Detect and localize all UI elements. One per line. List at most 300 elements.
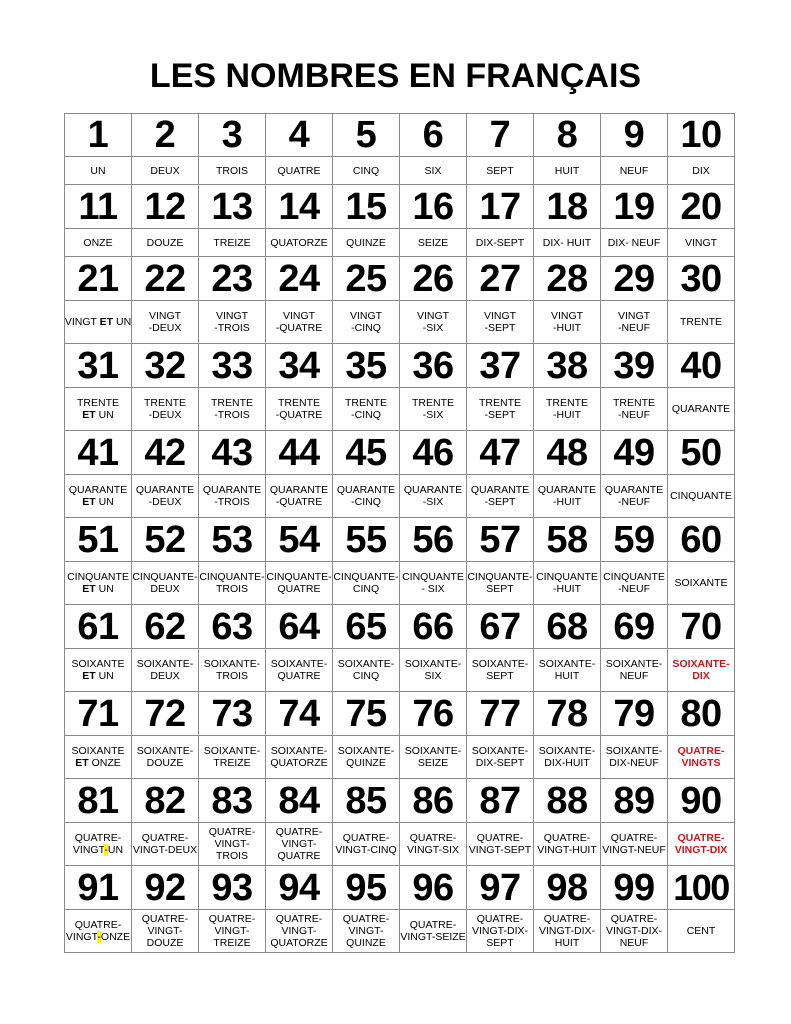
- highlighted-hyphen: -: [97, 931, 101, 943]
- word-text: QUATRE-: [476, 832, 524, 844]
- word-line: [353, 670, 379, 682]
- word-line: [147, 925, 182, 937]
- word-text: CINQ: [352, 583, 380, 595]
- word-text: QUATRE-: [476, 913, 524, 925]
- word-text: QUARANTE: [403, 484, 463, 496]
- word-line: [149, 322, 182, 334]
- word-line: [538, 484, 596, 496]
- word-line: [539, 925, 595, 937]
- word-cell: [199, 910, 266, 953]
- number-cell: 51: [65, 518, 132, 562]
- word-text: VINGT-SEIZE: [400, 931, 466, 943]
- word-text: CINQUANTE: [67, 571, 129, 583]
- word-cell: [534, 562, 601, 605]
- number-cell: 6: [400, 114, 467, 157]
- word-line: [618, 583, 650, 595]
- word-line: [553, 409, 581, 421]
- number-cell: 5: [333, 114, 400, 157]
- word-text: VINGT-DIX-: [605, 925, 662, 937]
- word-text: VINGT: [416, 310, 450, 322]
- word-text: -HUIT: [553, 322, 581, 334]
- word-line: [603, 571, 665, 583]
- number-cell: 49: [601, 431, 668, 475]
- word-line: [278, 670, 321, 682]
- word-cell: [132, 649, 199, 692]
- number-cell: 64: [266, 605, 333, 649]
- word-line: [278, 850, 321, 862]
- word-cell: [601, 388, 668, 431]
- word-line: [692, 165, 710, 177]
- word-line: [618, 322, 650, 334]
- word-cell: [534, 229, 601, 257]
- number-cell: 80: [668, 692, 735, 736]
- word-line: [685, 237, 717, 249]
- word-line: [620, 165, 649, 177]
- word-line: [75, 832, 121, 844]
- word-line: [333, 571, 398, 583]
- word-line: [350, 310, 382, 322]
- word-text: TRENTE: [412, 397, 454, 409]
- word-line: [555, 937, 580, 949]
- word-line: [149, 496, 182, 508]
- number-cell: 70: [668, 605, 735, 649]
- word-line: [608, 237, 661, 249]
- word-text: SOIXANTE: [71, 658, 125, 670]
- word-cell: [132, 157, 199, 185]
- number-row: [65, 344, 735, 388]
- number-cell: 15: [333, 185, 400, 229]
- number-cell: 31: [65, 344, 132, 388]
- word-line: [343, 832, 389, 844]
- word-text: DIX-HUIT: [544, 757, 590, 769]
- word-text: VINGT-: [214, 838, 250, 850]
- word-line: [266, 571, 331, 583]
- word-text: VINGT-: [147, 925, 183, 937]
- word-text: QUATRE-: [543, 913, 591, 925]
- word-line: [147, 237, 184, 249]
- number-row: [65, 431, 735, 475]
- word-line: [353, 583, 379, 595]
- word-text: VINGT-HUIT: [537, 844, 597, 856]
- word-line: [486, 165, 513, 177]
- word-cell: [65, 823, 132, 866]
- word-line: [477, 832, 523, 844]
- word-line: [69, 484, 127, 496]
- number-cell: 43: [199, 431, 266, 475]
- number-cell: 9: [601, 114, 668, 157]
- word-line: [147, 757, 184, 769]
- word-cell: [467, 910, 534, 953]
- word-cell: [65, 388, 132, 431]
- word-line: [147, 937, 184, 949]
- word-cell: [199, 388, 266, 431]
- word-cell: [333, 736, 400, 779]
- number-cell: 48: [534, 431, 601, 475]
- number-cell: 30: [668, 257, 735, 301]
- word-line: [150, 165, 179, 177]
- word-line: [674, 577, 727, 589]
- word-line: [544, 832, 590, 844]
- word-line: [672, 658, 729, 670]
- word-line: [539, 658, 596, 670]
- number-cell: 91: [65, 866, 132, 910]
- number-cell: 29: [601, 257, 668, 301]
- word-line: [71, 745, 124, 757]
- number-cell: 37: [467, 344, 534, 388]
- word-line: [213, 757, 250, 769]
- word-text: QUATRE-: [74, 919, 122, 931]
- word-cell: [199, 649, 266, 692]
- word-text: CINQUANTE-: [266, 571, 332, 583]
- word-cell: [400, 475, 467, 518]
- word-cell: [400, 736, 467, 779]
- word-text: NEUF: [619, 164, 649, 177]
- word-line: [353, 165, 379, 177]
- word-text: VINGT: [483, 310, 517, 322]
- word-text: SIX: [424, 164, 442, 177]
- word-line: [486, 583, 513, 595]
- number-cell: 7: [467, 114, 534, 157]
- word-cell: [132, 229, 199, 257]
- word-text: QUATRE-: [677, 832, 725, 844]
- word-line: [472, 658, 529, 670]
- word-line: [423, 496, 443, 508]
- word-text: QUATRE: [277, 850, 321, 862]
- word-line: [351, 496, 381, 508]
- word-line: [216, 310, 248, 322]
- word-cell: [266, 910, 333, 953]
- number-cell: 20: [668, 185, 735, 229]
- number-cell: 75: [333, 692, 400, 736]
- word-text: SEIZE: [417, 757, 449, 769]
- word-cell: [601, 562, 668, 605]
- word-text: QUATRE-: [409, 919, 457, 931]
- word-text: SEPT: [486, 583, 514, 595]
- word-line: [281, 838, 316, 850]
- word-text: VINGT-DEUX: [132, 844, 198, 856]
- word-text: -CINQ: [351, 409, 381, 421]
- word-text: VINGT: [617, 310, 651, 322]
- word-row: [65, 649, 735, 692]
- word-cell: [65, 649, 132, 692]
- word-line: [149, 409, 182, 421]
- word-text: TRENTE: [278, 397, 320, 409]
- number-row: [65, 114, 735, 157]
- word-text: SEIZE: [417, 236, 449, 249]
- word-line: [605, 484, 663, 496]
- word-cell: [266, 301, 333, 344]
- word-row: [65, 301, 735, 344]
- word-line: [417, 310, 449, 322]
- word-cell: [467, 562, 534, 605]
- number-row: [65, 257, 735, 301]
- number-cell: 12: [132, 185, 199, 229]
- word-line: [216, 850, 248, 862]
- word-text: TROIS: [215, 164, 249, 177]
- word-text: QUINZE: [346, 236, 386, 249]
- word-cell: [266, 649, 333, 692]
- word-text: VINGT: [65, 931, 98, 943]
- word-text: QUATRE-: [342, 913, 390, 925]
- word-line: [67, 571, 129, 583]
- word-text: QUATRE-: [610, 832, 658, 844]
- word-cell: [65, 562, 132, 605]
- word-text: QUATRE-: [208, 826, 256, 838]
- word-text: SOIXANTE-: [471, 745, 529, 757]
- word-line: [346, 757, 386, 769]
- word-line: [618, 409, 650, 421]
- number-cell: 53: [199, 518, 266, 562]
- word-line: [204, 745, 261, 757]
- number-cell: 62: [132, 605, 199, 649]
- word-text: QUARANTE: [671, 403, 731, 415]
- word-cell: [400, 388, 467, 431]
- word-cell: [668, 649, 735, 692]
- word-line: [338, 745, 395, 757]
- word-line: [82, 583, 114, 595]
- word-text: VINGT-DIX: [674, 844, 728, 856]
- word-text: NEUF: [619, 670, 649, 682]
- word-text: VINGT-: [281, 838, 317, 850]
- word-cell: [534, 388, 601, 431]
- word-cell: [199, 562, 266, 605]
- word-line: [421, 583, 444, 595]
- number-cell: 39: [601, 344, 668, 388]
- word-line: [412, 397, 454, 409]
- word-text: QUATRE: [277, 583, 321, 595]
- word-text: TRENTE: [211, 397, 253, 409]
- word-text: TROIS: [215, 583, 249, 595]
- word-line: [144, 397, 186, 409]
- word-text: VINGT: [282, 310, 316, 322]
- word-text: CINQ: [352, 164, 380, 177]
- word-line: [83, 237, 112, 249]
- word-text: -HUIT: [553, 409, 581, 421]
- word-line: [672, 403, 730, 415]
- word-text: VINGT-: [281, 925, 317, 937]
- word-text: VINGT-DIX-: [538, 925, 595, 937]
- highlighted-hyphen: -: [104, 844, 108, 856]
- word-line: [410, 919, 456, 931]
- word-text: -NEUF: [617, 496, 651, 508]
- word-text: NEUF: [619, 937, 649, 949]
- word-line: [485, 496, 516, 508]
- word-text: SOIXANTE-: [538, 745, 596, 757]
- word-text: -TROIS: [214, 496, 250, 508]
- number-cell: 40: [668, 344, 735, 388]
- word-text: ONZE: [88, 757, 121, 769]
- word-text: VINGTS: [681, 757, 721, 769]
- number-cell: 50: [668, 431, 735, 475]
- word-text: SOIXANTE-: [404, 745, 462, 757]
- word-line: [618, 310, 650, 322]
- word-line: [485, 322, 516, 334]
- word-line: [270, 484, 328, 496]
- word-text: QUARANTE: [537, 484, 597, 496]
- word-cell: [65, 910, 132, 953]
- word-text: UN: [107, 844, 124, 856]
- word-cell: [266, 475, 333, 518]
- word-line: [680, 316, 722, 328]
- number-cell: 47: [467, 431, 534, 475]
- word-cell: [400, 157, 467, 185]
- word-line: [82, 409, 114, 421]
- word-line: [276, 496, 322, 508]
- word-line: [276, 913, 322, 925]
- word-line: [613, 397, 655, 409]
- word-text: VINGT: [148, 310, 182, 322]
- word-text: DIX-SEPT: [475, 236, 525, 249]
- word-text: CINQUANTE-: [132, 571, 198, 583]
- word-text: -QUATRE: [275, 496, 323, 508]
- number-cell: 21: [65, 257, 132, 301]
- word-cell: [668, 301, 735, 344]
- number-cell: 44: [266, 431, 333, 475]
- word-cell: [400, 649, 467, 692]
- word-row: [65, 229, 735, 257]
- word-text: SOIXANTE-: [270, 745, 328, 757]
- word-text: QUATRE-: [409, 832, 457, 844]
- word-cell: [467, 229, 534, 257]
- number-cell: 99: [601, 866, 668, 910]
- word-cell: [467, 301, 534, 344]
- word-cell: [199, 301, 266, 344]
- number-cell: 23: [199, 257, 266, 301]
- word-line: [404, 484, 462, 496]
- word-line: [620, 937, 649, 949]
- word-text: -SEPT: [484, 322, 516, 334]
- number-cell: 27: [467, 257, 534, 301]
- number-row: [65, 518, 735, 562]
- number-cell: 82: [132, 779, 199, 823]
- number-cell: 92: [132, 866, 199, 910]
- word-row: [65, 388, 735, 431]
- word-text: QUARANTE: [269, 484, 329, 496]
- word-text: VINGT-SIX: [407, 844, 459, 856]
- word-line: [425, 165, 442, 177]
- number-cell: 60: [668, 518, 735, 562]
- word-text: DIX-NEUF: [609, 757, 659, 769]
- word-text: QUARANTE: [68, 484, 128, 496]
- number-cell: 87: [467, 779, 534, 823]
- word-text: DIX- NEUF: [607, 236, 661, 249]
- word-line: [553, 322, 581, 334]
- number-cell: 95: [333, 866, 400, 910]
- word-cell: [400, 910, 467, 953]
- word-text: CINQUANTE: [603, 571, 665, 583]
- number-cell: 54: [266, 518, 333, 562]
- word-cell: [467, 157, 534, 185]
- word-text: ONZE: [100, 931, 131, 943]
- word-line: [75, 919, 121, 931]
- word-text: QUATRE-: [208, 913, 256, 925]
- word-line: [276, 409, 322, 421]
- word-text: -SEPT: [484, 496, 516, 508]
- word-text: SOIXANTE-: [337, 745, 395, 757]
- word-text: DIX: [692, 164, 710, 177]
- word-line: [133, 844, 197, 856]
- number-cell: 38: [534, 344, 601, 388]
- word-cell: [668, 736, 735, 779]
- word-line: [402, 571, 464, 583]
- word-cell: [668, 388, 735, 431]
- word-cell: [601, 910, 668, 953]
- number-cell: 84: [266, 779, 333, 823]
- word-text: CENT: [686, 925, 716, 937]
- word-line: [467, 571, 532, 583]
- word-text: TRENTE: [345, 397, 387, 409]
- word-text: TRENTE: [479, 397, 521, 409]
- number-cell: 13: [199, 185, 266, 229]
- word-text: DIX: [692, 670, 710, 682]
- word-line: [410, 832, 456, 844]
- word-cell: [132, 388, 199, 431]
- word-cell: [534, 649, 601, 692]
- word-line: [214, 409, 250, 421]
- word-line: [199, 571, 264, 583]
- word-text: UN: [90, 164, 106, 177]
- number-cell: 90: [668, 779, 735, 823]
- word-line: [82, 670, 114, 682]
- word-line: [418, 757, 448, 769]
- word-cell: [65, 157, 132, 185]
- word-cell: [333, 562, 400, 605]
- word-cell: [333, 910, 400, 953]
- word-text: DEUX: [150, 670, 180, 682]
- word-row: [65, 475, 735, 518]
- word-line: [418, 237, 448, 249]
- number-cell: 59: [601, 518, 668, 562]
- word-cell: [65, 475, 132, 518]
- number-cell: 46: [400, 431, 467, 475]
- word-cell: [534, 736, 601, 779]
- word-line: [400, 931, 465, 943]
- word-text: SOIXANTE: [674, 577, 728, 589]
- word-cell: [534, 910, 601, 953]
- word-cell: [668, 823, 735, 866]
- word-line: [65, 316, 131, 328]
- word-line: [73, 844, 123, 856]
- word-line: [484, 310, 516, 322]
- word-line: [477, 913, 523, 925]
- word-line: [211, 397, 253, 409]
- number-cell: 32: [132, 344, 199, 388]
- word-cell: [266, 823, 333, 866]
- word-cell: [266, 157, 333, 185]
- word-line: [216, 583, 248, 595]
- word-line: [213, 937, 250, 949]
- word-row: [65, 157, 735, 185]
- word-text: QUATORZE: [270, 236, 328, 249]
- word-text: SOIXANTE-: [605, 745, 663, 757]
- word-text: -QUATRE: [275, 322, 323, 334]
- word-text: TREIZE: [213, 937, 251, 949]
- word-line: [214, 322, 250, 334]
- word-cell: [132, 475, 199, 518]
- word-line: [539, 745, 596, 757]
- word-cell: [132, 910, 199, 953]
- number-cell: 1: [65, 114, 132, 157]
- word-line: [553, 496, 581, 508]
- word-line: [278, 397, 320, 409]
- word-text: UN: [95, 583, 114, 595]
- number-cell: 61: [65, 605, 132, 649]
- word-text: VINGT-: [214, 925, 250, 937]
- word-cell: [132, 301, 199, 344]
- word-line: [351, 322, 381, 334]
- word-line: [405, 745, 462, 757]
- word-text: SOIXANTE: [71, 745, 125, 757]
